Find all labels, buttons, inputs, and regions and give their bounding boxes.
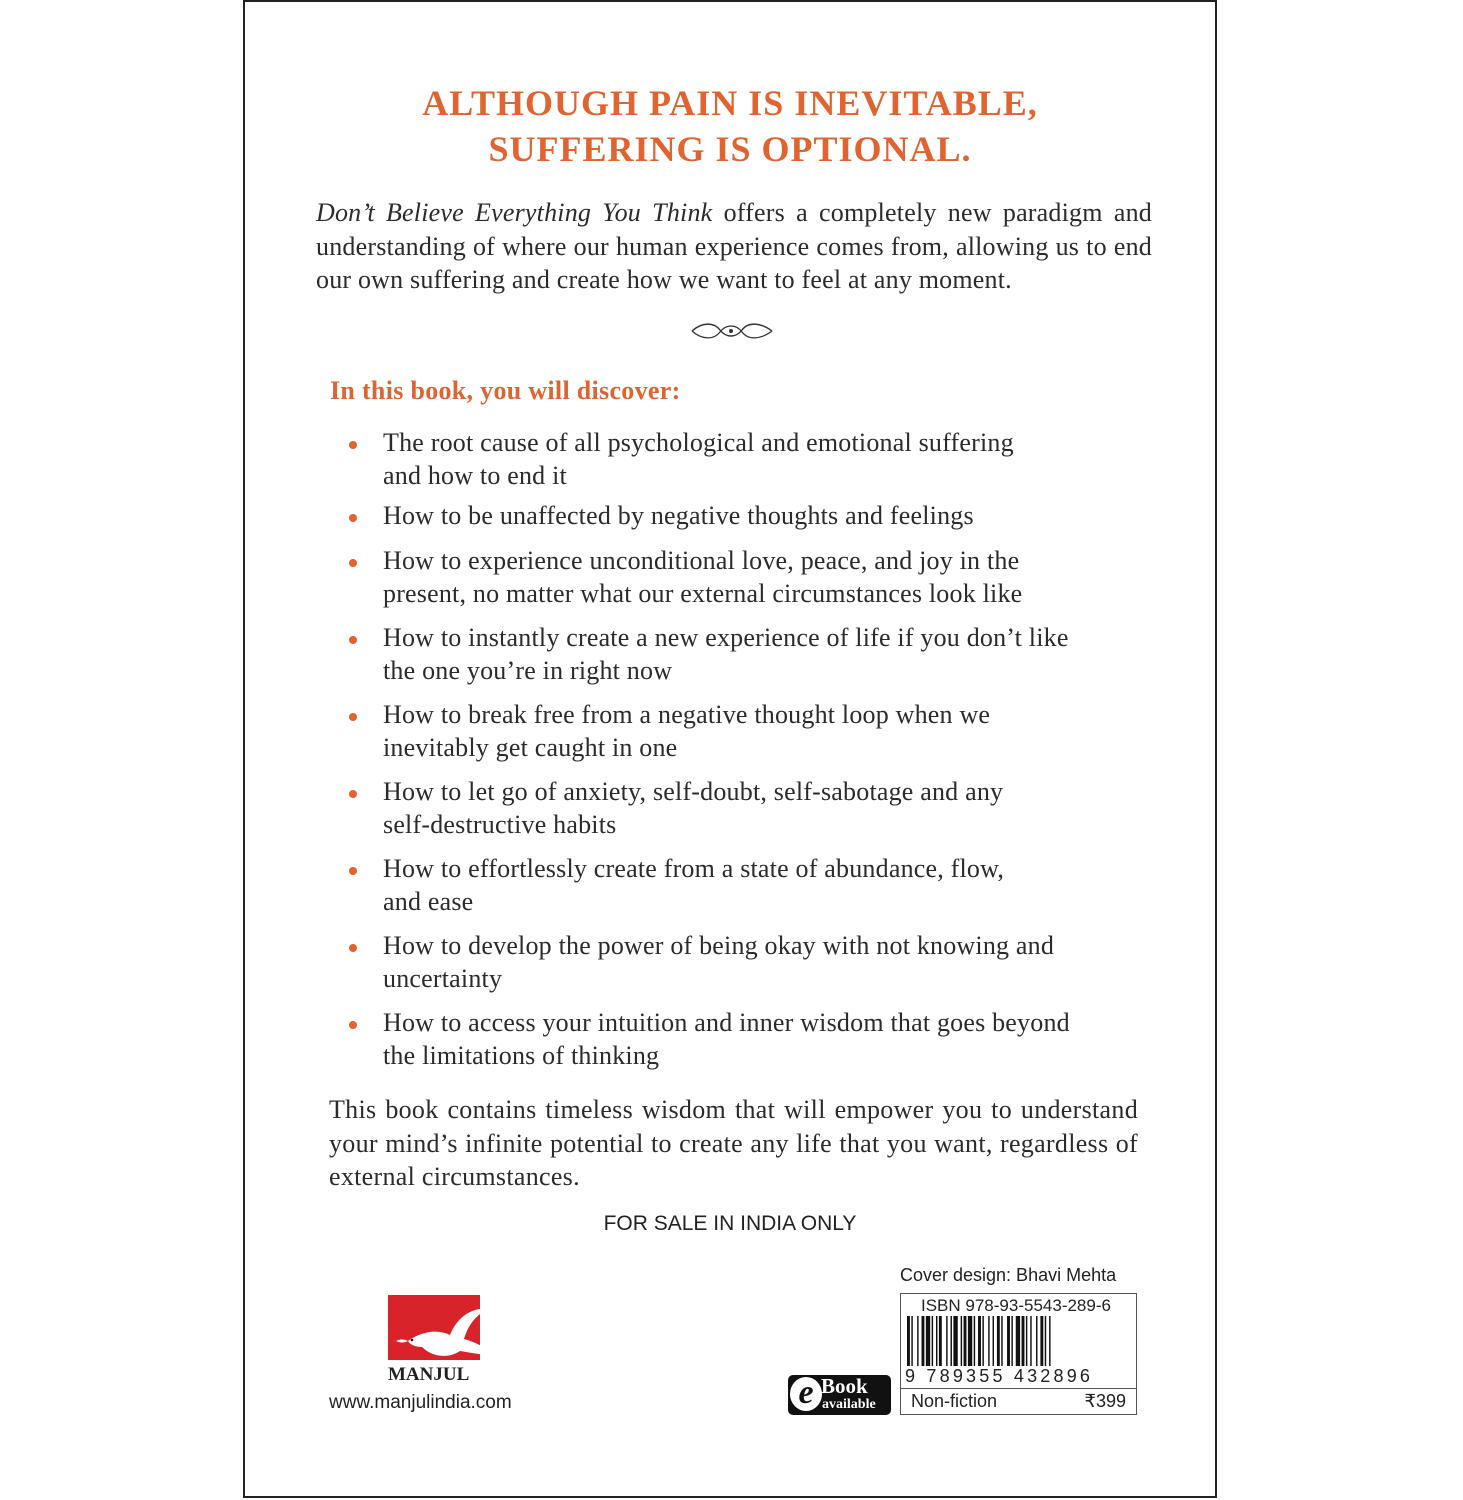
list-item xyxy=(383,1006,1143,1072)
list-item-line: How to instantly create a new experience of life if you don’t like xyxy=(383,623,1069,652)
list-item xyxy=(383,544,1143,610)
isbn-footer xyxy=(901,1388,1136,1415)
bullet-dot-icon xyxy=(349,867,357,875)
bullet-dot-icon xyxy=(349,713,357,721)
list-item xyxy=(383,426,1143,492)
list-item-line: the one you’re in right now xyxy=(383,656,673,685)
closing-paragraph: This book contains timeless wisdom that will empower you to understand your mind’s infinite potential to create any life that you want, regardless of external circumstances. xyxy=(329,1095,1138,1191)
list-item xyxy=(383,775,1143,841)
ebook-badge xyxy=(788,1375,891,1415)
intro-paragraph xyxy=(316,196,1152,297)
list-item-line: How to experience unconditional love, peace, and joy in the xyxy=(383,546,1020,575)
bullet-dot-icon xyxy=(349,790,357,798)
ebook-label: Book xyxy=(821,1374,868,1398)
list-item-line: and ease xyxy=(383,887,474,916)
list-item-line: How to develop the power of being okay with not knowing and xyxy=(383,931,1055,960)
list-item-line: How to effortlessly create from a state of abundance, flow, xyxy=(383,854,1005,883)
isbn-number: ISBN 978-93-5543-289-6 xyxy=(921,1296,1111,1315)
bullet-dot-icon xyxy=(349,559,357,567)
book-back-cover xyxy=(243,0,1217,1498)
isbn-barcode-box xyxy=(900,1293,1137,1415)
list-item-line: uncertainty xyxy=(383,964,503,993)
bullet-dot-icon xyxy=(349,441,357,449)
list-item-line: How to break free from a negative thought loop when we xyxy=(383,700,991,729)
list-item-line: inevitably get caught in one xyxy=(383,733,678,762)
cover-design-credit: Cover design: Bhavi Mehta xyxy=(900,1265,1117,1285)
ebook-available-label: available xyxy=(822,1397,876,1412)
publisher-logo xyxy=(388,1295,480,1360)
list-item-line: the limitations of thinking xyxy=(383,1041,660,1070)
ebook-e-icon: e xyxy=(790,1377,822,1411)
list-item-line: The root cause of all psychological and emotional suffering xyxy=(383,428,1014,457)
list-item-line: and how to end it xyxy=(383,461,567,490)
headline-line-1: ALTHOUGH PAIN IS INEVITABLE, xyxy=(422,83,1038,123)
bullet-dot-icon xyxy=(349,514,357,522)
list-item-line: How to let go of anxiety, self-doubt, self-sabotage and any xyxy=(383,777,1004,806)
intro-text: offers a completely new paradigm and understanding of where our human experience comes from, allowing us to end our own suffering and create how we want to feel at any moment. xyxy=(316,198,1152,294)
publisher-name: MANJUL xyxy=(388,1364,470,1385)
barcode-digits: 9 789355 432896 xyxy=(905,1366,1133,1387)
list-item xyxy=(383,499,1143,532)
list-item-line: self-destructive habits xyxy=(383,810,617,839)
discover-heading: In this book, you will discover: xyxy=(330,376,681,405)
bird-logo-icon xyxy=(388,1295,500,1375)
list-item xyxy=(383,621,1143,687)
bullet-dot-icon xyxy=(349,636,357,644)
list-item xyxy=(383,852,1143,918)
list-item xyxy=(383,698,1143,764)
bullet-dot-icon xyxy=(349,944,357,952)
list-item xyxy=(383,929,1143,995)
list-item-line: How to be unaffected by negative thoughts and feelings xyxy=(383,501,974,530)
headline-line-2: SUFFERING IS OPTIONAL. xyxy=(488,129,972,169)
sale-notice: FOR SALE IN INDIA ONLY xyxy=(603,1212,857,1235)
list-item-line: present, no matter what our external circumstances look like xyxy=(383,579,1023,608)
flourish-ornament-icon xyxy=(690,318,774,344)
book-title: Don’t Believe Everything You Think xyxy=(316,198,713,227)
list-item-line: How to access your intuition and inner wisdom that goes beyond xyxy=(383,1008,1070,1037)
genre-label: Non-fiction xyxy=(911,1391,998,1411)
bullet-dot-icon xyxy=(349,1021,357,1029)
price-label: ₹399 xyxy=(1084,1391,1126,1411)
publisher-website: www.manjulindia.com xyxy=(329,1392,512,1413)
